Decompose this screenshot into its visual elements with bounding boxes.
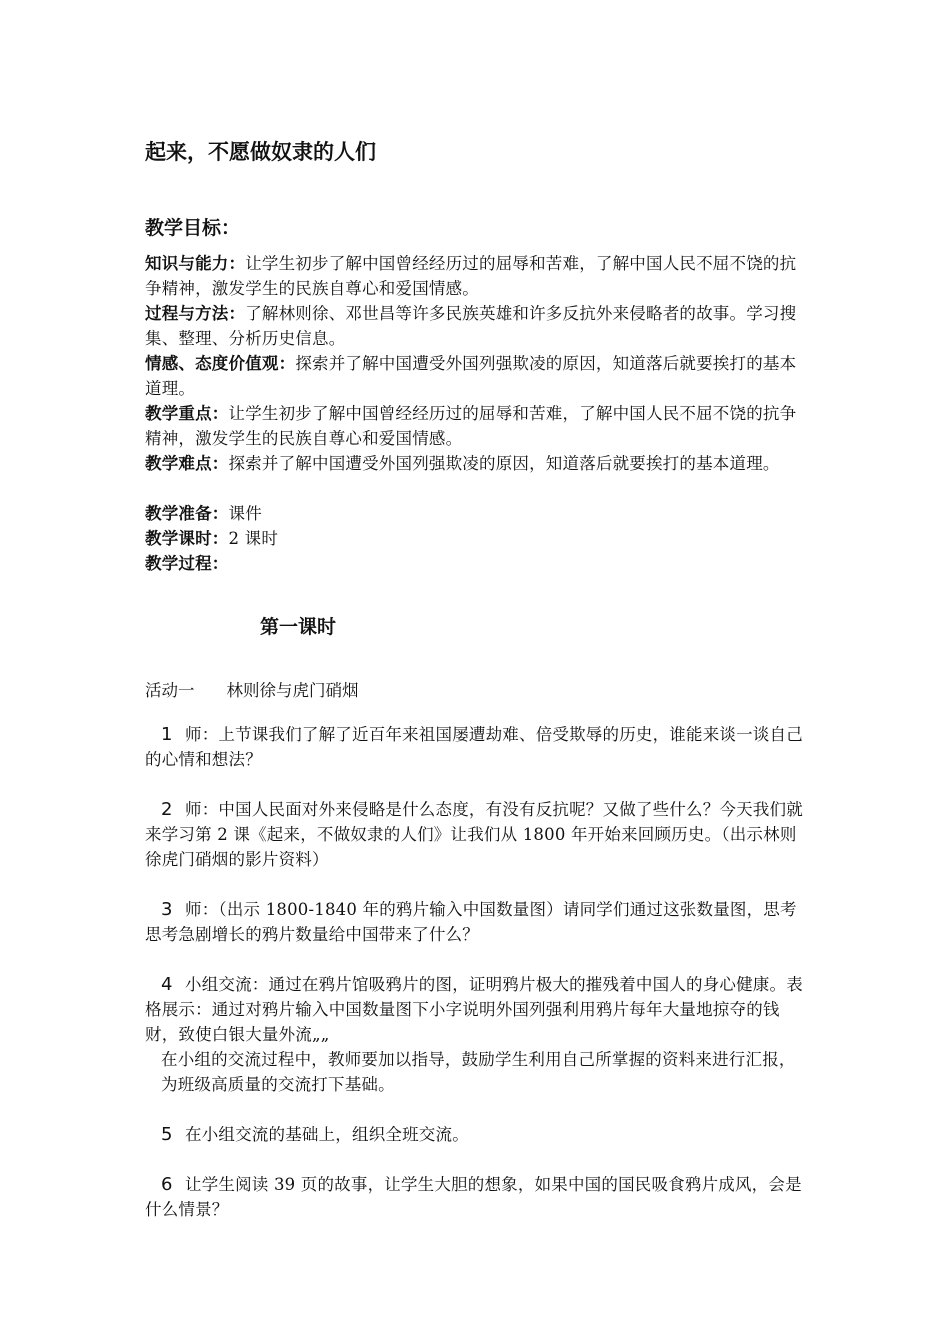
step-number: 5	[161, 1124, 173, 1145]
step-text: 师：（出示 1800-1840 年的鸦片输入中国数量图）请同学们通过这张数量图，思考思考急剧增长的鸦片数量给中国带来了什么？	[145, 900, 797, 944]
step-6	[145, 1172, 810, 1222]
step-5	[145, 1122, 810, 1147]
step-number: 3	[161, 899, 173, 920]
objective-label: 教学准备：	[145, 504, 229, 523]
objective-label: 教学难点：	[145, 454, 229, 473]
step-4-note	[145, 1047, 810, 1097]
objective-text: 了解林则徐、邓世昌等许多民族英雄和许多反抗外来侵略者的故事。学习搜集、整理、分析历史信息。	[145, 304, 797, 348]
step-2	[145, 797, 810, 872]
step-text: 小组交流：通过在鸦片馆吸鸦片的图，证明鸦片极大的摧残着中国人的身心健康。表格展示：通过对鸦片输入中国数量图下小字说明外国列强利用鸦片每年大量地掠夺的钱财，致使白银大量外流„„	[145, 975, 803, 1044]
objective-process	[145, 301, 810, 351]
objective-label: 教学过程：	[145, 554, 229, 573]
step-number: 4	[161, 974, 173, 995]
objective-text: 2 课时	[228, 529, 279, 548]
step-text: 师：上节课我们了解了近百年来祖国屡遭劫难、倍受欺辱的历史，谁能来谈一谈自己的心情和想法？	[145, 725, 803, 769]
objective-text: 让学生初步了解中国曾经经历过的屈辱和苦难，了解中国人民不屈不饶的抗争精神，激发学生的民族自尊心和爱国情感。	[145, 254, 797, 298]
document-title: 起来，不愿做奴隶的人们	[145, 140, 376, 164]
objective-label: 情感、态度价值观：	[145, 354, 296, 373]
objective-knowledge	[145, 251, 810, 301]
step-number: 1	[161, 724, 173, 745]
objective-label: 过程与方法：	[145, 304, 246, 323]
step-text: 师：中国人民面对外来侵略是什么态度，有没有反抗呢？又做了些什么？今天我们就来学习第 2 课《起来，不做奴隶的人们》让我们从 1800 年开始来回顾历史。（出示林则徐虎门硝烟的影片资料）	[145, 800, 803, 869]
step-1	[145, 722, 810, 772]
step-number: 6	[161, 1174, 173, 1195]
activity-label: 活动一	[145, 681, 195, 700]
objective-process-heading	[145, 551, 810, 576]
step-text: 在小组的交流过程中，教师要加以指导，鼓励学生利用自己所掌握的资料来进行汇报，为班级高质量的交流打下基础。	[161, 1050, 796, 1094]
step-text: 在小组交流的基础上，组织全班交流。	[185, 1125, 469, 1144]
objective-text: 课件	[228, 504, 262, 523]
objective-periods	[145, 526, 810, 551]
objective-text: 探索并了解中国遭受外国列强欺凌的原因，知道落后就要挨打的基本道理。	[228, 454, 780, 473]
objective-key-point	[145, 401, 810, 451]
activity-name: 林则徐与虎门硝烟	[226, 681, 359, 700]
objective-label: 教学重点：	[145, 404, 229, 423]
objective-label: 知识与能力：	[145, 254, 246, 273]
step-text: 让学生阅读 39 页的故事，让学生大胆的想象，如果中国的国民吸食鸦片成风，会是什么情景？	[145, 1175, 802, 1219]
step-number: 2	[161, 799, 173, 820]
objective-label: 教学课时：	[145, 529, 229, 548]
objective-text: 探索并了解中国遭受外国列强欺凌的原因，知道落后就要挨打的基本道理。	[145, 354, 797, 398]
objectives-heading: 教学目标：	[145, 217, 241, 239]
objective-preparation	[145, 501, 810, 526]
lesson-heading: 第一课时	[260, 616, 337, 638]
step-3	[145, 897, 810, 947]
step-4	[145, 972, 810, 1047]
activity-heading	[145, 677, 359, 701]
objective-attitude	[145, 351, 810, 401]
objective-text: 让学生初步了解中国曾经经历过的屈辱和苦难，了解中国人民不屈不饶的抗争精神，激发学生的民族自尊心和爱国情感。	[145, 404, 797, 448]
objective-difficulty	[145, 451, 810, 476]
